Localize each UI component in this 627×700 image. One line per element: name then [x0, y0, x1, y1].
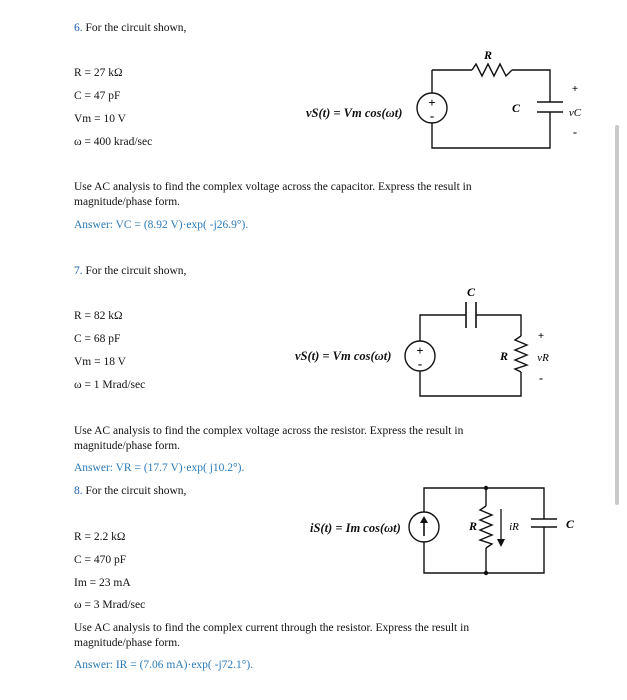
p7-r-label: R: [499, 349, 509, 363]
problem-8-heading-text: For the circuit shown,: [85, 485, 187, 497]
p7-question: Use AC analysis to find the complex voltage across the resistor. Express the result in magnitude/phase form.: [74, 425, 464, 452]
problem-6-number: 6.: [74, 22, 83, 34]
problem-7-heading-text: For the circuit shown,: [85, 265, 187, 277]
p8-question: Use AC analysis to find the complex current through the resistor. Express the result in magnitude/phase form.: [74, 622, 470, 649]
p6-wires: [429, 70, 550, 148]
p8-node-top: [484, 486, 488, 490]
p8-param-omega: ω = 3 Mrad/sec: [74, 599, 146, 611]
p6-param-r: R = 27 kΩ: [74, 67, 123, 79]
p8-resistor: [480, 506, 492, 548]
p7-vr-plus: +: [537, 330, 545, 342]
p7-source-plus: +: [416, 343, 424, 358]
p6-param-vm: Vm = 10 V: [74, 113, 126, 125]
p8-param-im: Im = 23 mA: [74, 577, 131, 589]
p8-answer: Answer: IR = (7.06 mA)·exp( -j72.1°).: [74, 659, 254, 671]
p7-source-formula: [295, 349, 391, 364]
p8-ir-arrow-head: [497, 539, 505, 547]
p7-param-r: R = 82 kΩ: [74, 310, 123, 322]
p6-source-plus: +: [428, 95, 436, 110]
p7-answer: Answer: VR = (17.7 V)·exp( j10.2°).: [74, 462, 245, 474]
p7-resistor: [515, 336, 527, 372]
p6-vc-label: vC: [568, 107, 582, 119]
p6-vc-plus: +: [571, 83, 579, 95]
p7-c-label: C: [466, 285, 476, 299]
p6-param-omega: ω = 400 krad/sec: [74, 136, 153, 148]
p8-param-c: C = 470 pF: [74, 554, 127, 566]
problem-6-heading-text: For the circuit shown,: [85, 22, 187, 34]
p8-c-label: C: [565, 517, 575, 531]
p7-circuit-diagram: [400, 283, 580, 403]
p6-question: Use AC analysis to find the complex voltage across the capacitor. Express the result in magnitude/phase form.: [74, 181, 472, 208]
p6-source-formula: [306, 106, 402, 121]
problem-8-number: 8.: [74, 485, 83, 497]
p7-source-minus: -: [417, 356, 423, 371]
problem-6-heading: [74, 21, 186, 36]
problem-8-heading: [74, 484, 186, 499]
p7-param-omega: ω = 1 Mrad/sec: [74, 379, 146, 391]
p6-c-label: C: [512, 101, 521, 115]
p8-source-formula: [310, 521, 401, 536]
p8-wires: [424, 488, 544, 573]
p8-node-bottom: [484, 571, 488, 575]
problem-7-heading: [74, 264, 186, 279]
p8-param-r: R = 2.2 kΩ: [74, 531, 126, 543]
p6-circuit-diagram: [412, 48, 592, 160]
vertical-scrollbar[interactable]: [615, 125, 619, 505]
p6-source-minus: -: [429, 108, 435, 123]
p8-ir-label: iR: [509, 521, 519, 533]
p7-source-formula-text: vS(t) = Vm cos(ωt): [295, 349, 392, 363]
problem-7-number: 7.: [74, 265, 83, 277]
p6-source-formula-text: vS(t) = Vm cos(ωt): [306, 106, 403, 120]
p6-vc-minus: -: [573, 125, 577, 139]
p7-param-c: C = 68 pF: [74, 333, 121, 345]
p6-resistor: [472, 64, 512, 76]
p7-vr-label: vR: [537, 352, 549, 364]
p6-answer: Answer: VC = (8.92 V)·exp( -j26.9°).: [74, 219, 249, 231]
p8-source-formula-text: iS(t) = Im cos(ωt): [310, 521, 401, 535]
p6-param-c: C = 47 pF: [74, 90, 121, 102]
p8-r-label: R: [468, 519, 478, 533]
p8-circuit-diagram: [404, 483, 584, 583]
p7-param-vm: Vm = 18 V: [74, 356, 126, 368]
p7-vr-minus: -: [539, 371, 543, 385]
p6-r-label: R: [483, 48, 493, 62]
